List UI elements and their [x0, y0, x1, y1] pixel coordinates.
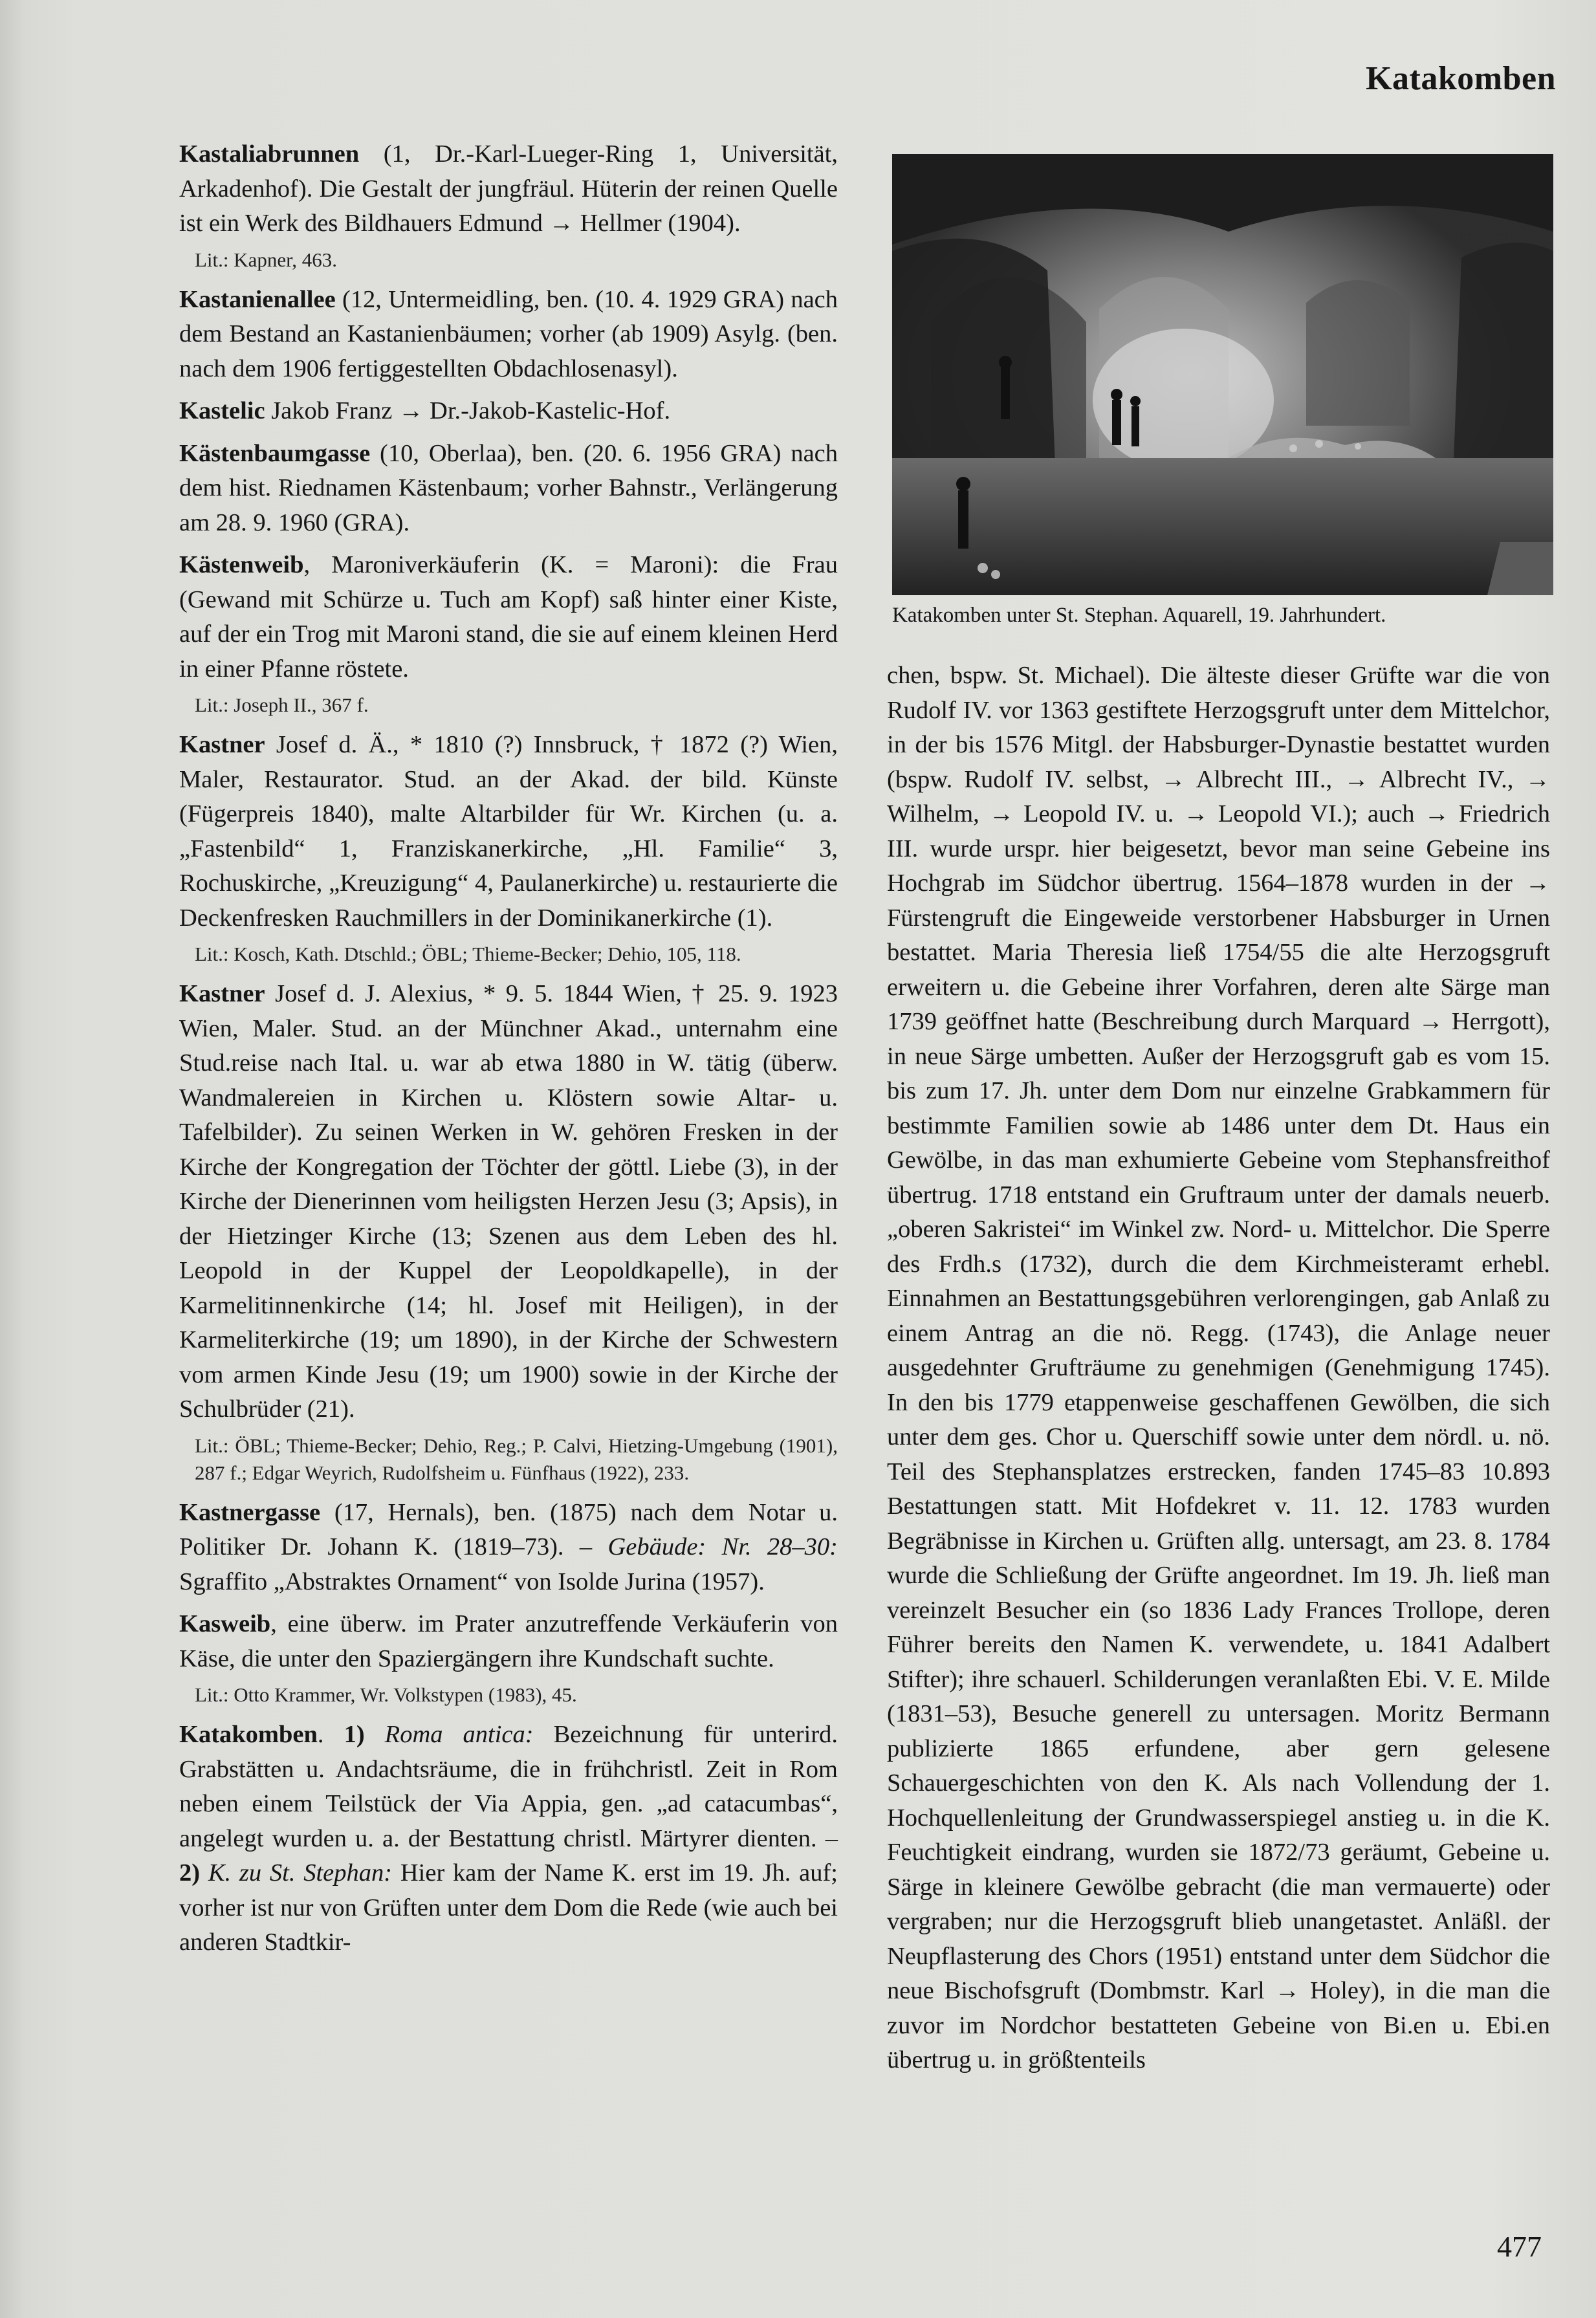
left-column — [179, 137, 838, 1968]
entry-keyword: Katakomben — [179, 1721, 318, 1748]
running-header: Katakomben — [1366, 60, 1556, 97]
entry-kastnergasse — [179, 1496, 838, 1600]
entry-italic: Gebäude: Nr. 28–30: — [607, 1533, 838, 1560]
entry-text: (17, Hernals), ben. (1875) nach dem Notar u. Politiker Dr. Johann K. (1819–73). – — [179, 1498, 838, 1560]
entry-keyword: Kastanienallee — [179, 285, 336, 313]
entry-italic: Roma antica: — [364, 1721, 534, 1748]
sense-number: 1) — [344, 1721, 365, 1748]
entry-kastanienallee — [179, 283, 838, 387]
entry-kasweib — [179, 1607, 838, 1676]
entry-kaestenweib — [179, 548, 838, 686]
entry-kastner-aelter — [179, 728, 838, 935]
literature-note: Lit.: Otto Krammer, Wr. Volkstypen (1983), 45. — [195, 1683, 577, 1706]
entry-keyword: Kastaliabrunnen — [179, 140, 360, 168]
literature-note: Lit.: Kapner, 463. — [195, 248, 338, 271]
entry-text: (12, Untermeidling, ben. (10. 4. 1929 GRA) nach dem Bestand an Kastanienbäumen; vorher (ab 1909) Asylg. (ben. nach dem 1906 fertiggestellten Obdachlosenasyl). — [179, 285, 838, 382]
entry-keyword: Kastnergasse — [179, 1498, 321, 1526]
literature-note: Lit.: ÖBL; Thieme-Becker; Dehio, Reg.; P. Calvi, Hietzing-Umgebung (1901), 287 f.; Edgar Weyrich, Rudolfsheim u. Fünfhaus (1922), 233. — [195, 1434, 838, 1484]
entry-text: Sgraffito „Abstraktes Ornament“ von Isolde Jurina (1957). — [179, 1568, 765, 1595]
sense-number: 2) — [179, 1859, 201, 1886]
entry-text: . — [317, 1721, 344, 1748]
entry-text: Josef d. J. Alexius, * 9. 5. 1844 Wien, † 25. 9. 1923 Wien, Maler. Stud. an der Münchner Akad., unternahm eine Stud.reise nach Ital. u. war ab etwa 1880 in W. tätig (überw. Wandmalereien in Kirchen u. Klöstern sowie Altar- u. Tafelbilder). Zu seinen Werken in W. gehören Fresken in der Kirche der Kongregation der Töchter der göttl. Liebe (3), in der Kirche der Dienerinnen vom heiligsten Herzen Jesu (3; Apsis), in der Hietzinger Kirche (13; Szenen aus dem Leben des hl. Leopold in der Kuppel der Leopoldkapelle), in der Karmelitinnenkirche (14; hl. Josef mit Heiligen), in der Karmeliterkirche (19; um 1890), in der Kirche der Schwestern vom armen Kinde Jesu (19; um 1900) sowie in der Kirche der Schulbrüder (21). — [179, 980, 838, 1423]
literature-note: Lit.: Joseph II., 367 f. — [195, 694, 369, 716]
figure-caption: Katakomben unter St. Stephan. Aquarell, 19. Jahrhundert. — [892, 604, 1386, 627]
entry-keyword: Kastner — [179, 731, 265, 758]
entry-keyword: Kästenbaumgasse — [179, 439, 371, 467]
page-number: 477 — [1497, 2230, 1542, 2263]
entry-text: , Maroniverkäuferin (K. = Maroni): die Frau (Gewand mit Schürze u. Tuch am Kopf) saß hinter einer Kiste, auf der ein Trog mit Maroni stand, die sie auf einem kleinen Herd in einer Pfanne röstete. — [179, 551, 838, 683]
entry-text: Hier kam der Name K. erst im 19. Jh. auf; vorher ist nur von Grüften unter dem Dom die Rede (wie auch bei anderen Stadtkir- — [179, 1859, 838, 1956]
entry-katakomben-continued: chen, bspw. St. Michael). Die älteste dieser Grüfte war die von Rudolf IV. vor 1363 gestiftete Herzogsgruft unter dem Mittelchor, in der bis 1576 Mitgl. der Habsburger-Dynastie bestattet wurden (bspw. Rudolf IV. selbst, → Albrecht III., → Albrecht IV., → Wilhelm, → Leopold IV. u. → Leopold VI.); auch → Friedrich III. wurde urspr. hier beigesetzt, bevor man seine Gebeine ins Hochgrab im Südchor übertrug. 1564–1878 wurden in der → Fürstengruft die Eingeweide verstorbener Habsburger in Urnen bestattet. Maria Theresia ließ 1754/55 die alte Herzogsgruft erweitern u. die Gebeine ihrer Vorfahren, deren alte Särge man 1739 geöffnet hatte (Beschreibung durch Marquard → Herrgott), in neue Särge umbetten. Außer der Herzogsgruft gab es vom 15. bis zum 17. Jh. unter dem Dom nur einzelne Grabkammern für bestimmte Familien sowie ab 1486 unter dem Dt. Haus ein Gewölbe, in das man exhumierte Gebeine vom Stephansfreithof übertrug. 1718 entstand ein Gruftraum unter der damals neuerb. „oberen Sakristei“ im Winkel zw. Nord- u. Mittelchor. Die Sperre des Frdh.s (1732), durch die dem Kirchmeisteramt erhebl. Einnahmen an Bestattungsgebühren verlorengingen, gab Anlaß zu einem Antrag an die nö. Regg. (1743), die Anlage neuer ausgedehnter Grufträume zu genehmigen (Genehmigung 1745). In den bis 1779 etappenweise geschaffenen Gewölben, die sich unter dem ges. Chor u. Querschiff sowie unter dem nördl. u. nö. Teil des Stephansplatzes erstrecken, fanden 1745–83 10.893 Bestattungen statt. Mit Hofdekret v. 11. 12. 1783 wurden Begräbnisse in Kirchen u. Grüften allg. untersagt, am 23. 8. 1784 wurde die Schließung der Grüfte angeordnet. Im 19. Jh. ließ man vereinzelt Besucher ein (so 1836 Lady Frances Trollope, deren Führer bereits den Namen K. verwendete, u. 1841 Adalbert Stifter); ihre schauerl. Schilderungen veranlaßten Ebi. V. E. Milde (1831–53), Besuche generell zu untersagen. Moritz Bermann publizierte 1865 erfundene, aber gern gelesene Schauergeschichten von den K. Als nach Vollendung der 1. Hochquellenleitung der Grundwasserspiegel anstieg u. in die K. Feuchtigkeit eindrang, wurden sie 1872/73 geräumt, Gebeine u. Särge in kleinere Gewölbe gebracht (die man vermauerte) oder vergraben; nur die Herzogsgruft blieb unangetastet. Anläßl. der Neupflasterung des Chors (1951) entstand unter dem Südchor die neue Bischofsgruft (Dombmstr. Karl → Holey), in die man die zuvor im Nordchor bestatteten Gebeine von Bi.en u. Ebi.en übertrug u. in größtenteils — [887, 662, 1550, 2073]
entry-keyword: Kästenweib — [179, 551, 304, 578]
entry-text: Bezeichnung für unterird. Grabstätten u. Andachtsräume, die in frühchristl. Zeit in Rom neben einem Teilstück der Via Appia, gen. „ad catacumbas“, angelegt wurden u. a. der Bestattung christl. Märtyrer dienten. – — [179, 1721, 838, 1852]
entry-text: , eine überw. im Prater anzutreffende Verkäuferin von Käse, die unter den Spaziergängern ihre Kundschaft suchte. — [179, 1610, 838, 1672]
entry-kastner-juenger — [179, 977, 838, 1427]
entry-kastaliabrunnen — [179, 137, 838, 241]
entry-italic: K. zu St. Stephan: — [200, 1859, 393, 1886]
entry-text: (1, Dr.-Karl-Lueger-Ring 1, Universität, Arkadenhof). Die Gestalt der jungfräul. Hüterin der reinen Quelle ist ein Werk des Bildhauers Edmund → Hellmer (1904). — [179, 140, 838, 237]
entry-katakomben — [179, 1718, 838, 1960]
entry-kastelic — [179, 394, 838, 429]
catacomb-illustration — [892, 154, 1553, 595]
catacomb-watercolor-image — [892, 154, 1553, 595]
entry-keyword: Kasweib — [179, 1610, 271, 1637]
entry-keyword: Kastner — [179, 980, 265, 1007]
literature-note: Lit.: Kosch, Kath. Dtschld.; ÖBL; Thieme-Becker; Dehio, 105, 118. — [195, 943, 741, 965]
entry-keyword: Kastelic — [179, 397, 265, 424]
entry-kaestenbaumgasse — [179, 437, 838, 541]
right-column — [887, 659, 1550, 2086]
entry-text: Josef d. Ä., * 1810 (?) Innsbruck, † 1872 (?) Wien, Maler, Restaurator. Stud. an der Akad. der bild. Künste (Fügerpreis 1840), malte Altarbilder für Wr. Kirchen (u. a. „Fastenbild“ 1, Franziskanerkirche, „Hl. Familie“ 3, Rochuskirche, „Kreuzigung“ 4, Paulanerkirche) u. restaurierte die Deckenfresken Rauchmillers in der Dominikanerkirche (1). — [179, 731, 838, 932]
entry-text: Jakob Franz → Dr.-Jakob-Kastelic-Hof. — [265, 397, 671, 424]
entry-text: (10, Oberlaa), ben. (20. 6. 1956 GRA) nach dem hist. Riednamen Kästenbaum; vorher Bahnstr., Verlängerung am 28. 9. 1960 (GRA). — [179, 439, 838, 536]
